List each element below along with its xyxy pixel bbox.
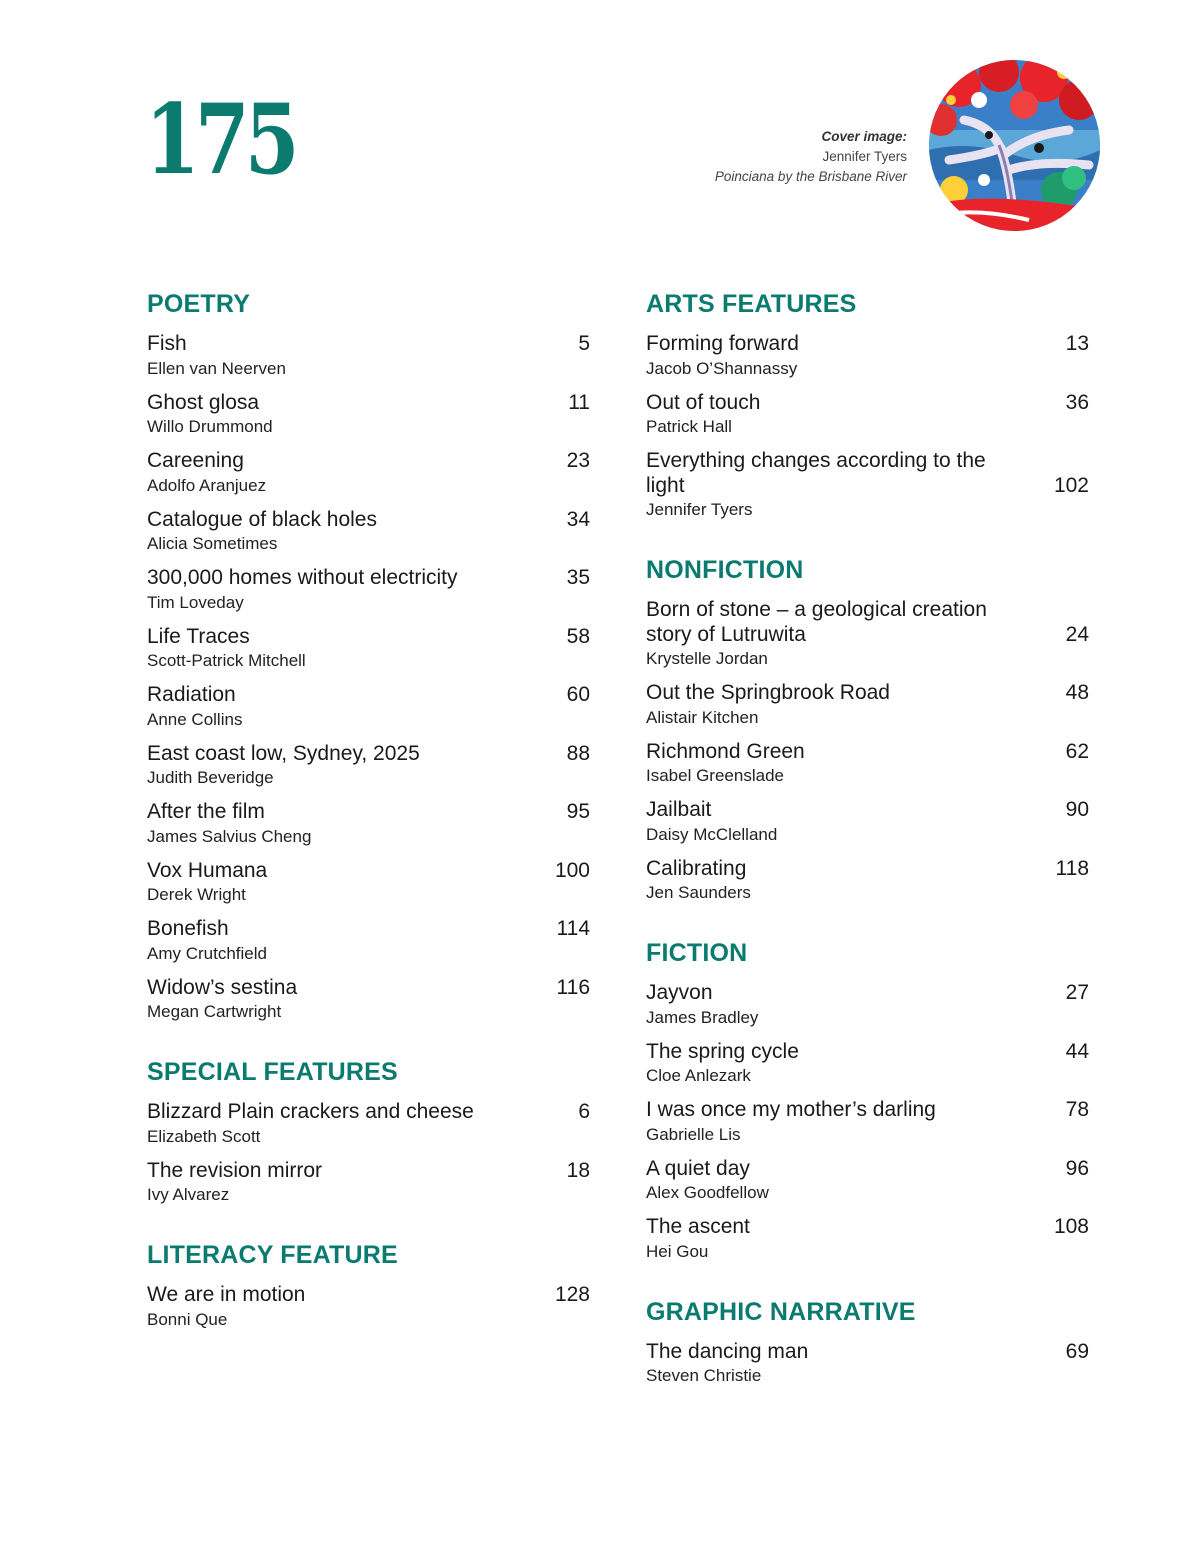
entry-author: Ellen van Neerven	[147, 358, 286, 378]
entry-title: Fish	[147, 332, 187, 355]
toc-entry[interactable]	[646, 332, 1089, 381]
entry-title: Out the Springbrook Road	[646, 681, 890, 704]
entry-author: Megan Cartwright	[147, 1002, 282, 1021]
entry-title: Everything changes according to the light	[646, 449, 986, 497]
entry-page-number: 34	[566, 507, 590, 531]
toc-entry[interactable]	[147, 1283, 590, 1332]
entry-author: Scott-Patrick Mitchell	[147, 651, 306, 670]
entry-title: Jayvon	[646, 981, 713, 1004]
entry-page-number: 116	[556, 975, 590, 999]
toc-entry[interactable]	[147, 566, 590, 615]
cover-label: Cover image:	[821, 129, 907, 144]
entry-author: Jennifer Tyers	[646, 500, 753, 519]
entry-page-number: 13	[1065, 332, 1089, 355]
entry-title: The spring cycle	[646, 1039, 799, 1063]
section	[147, 1054, 590, 1207]
entry-author: Adolfo Aranjuez	[147, 475, 267, 495]
entry-title: I was once my mother’s darling	[646, 1098, 936, 1121]
toc-entry[interactable]	[147, 625, 590, 674]
entry-title: The ascent	[646, 1215, 750, 1238]
section-title: SPECIAL FEATURES	[147, 1058, 398, 1086]
entry-page-number: 48	[1065, 681, 1089, 704]
entry-author: Jacob O’Shannassy	[646, 358, 798, 378]
contents-right-column	[646, 286, 1089, 1418]
entry-author: Willo Drummond	[147, 417, 273, 436]
entry-title: The dancing man	[646, 1339, 809, 1363]
entry-page-number: 5	[578, 332, 590, 355]
toc-entry[interactable]	[147, 917, 590, 966]
section-title: GRAPHIC NARRATIVE	[646, 1297, 916, 1326]
toc-entry[interactable]	[646, 1215, 1089, 1264]
section	[646, 1294, 1089, 1389]
toc-entry[interactable]	[147, 449, 590, 498]
section-title: NONFICTION	[646, 556, 804, 584]
entry-author: Bonni Que	[147, 1309, 228, 1329]
toc-entry[interactable]	[147, 508, 590, 557]
toc-entry[interactable]	[646, 598, 1089, 671]
toc-entry[interactable]	[646, 798, 1089, 847]
entry-author: Derek Wright	[147, 885, 246, 904]
entry-author: Tim Loveday	[147, 592, 244, 612]
entry-author: James Salvius Cheng	[147, 826, 312, 846]
entry-page-number: 11	[568, 390, 590, 414]
entry-page-number: 24	[1065, 622, 1089, 646]
entry-author: Judith Beveridge	[147, 768, 274, 787]
entry-title: The revision mirror	[147, 1158, 323, 1182]
toc-entry[interactable]	[646, 1340, 1089, 1389]
entry-page-number: 27	[1065, 981, 1089, 1004]
section-title: LITERACY FEATURE	[147, 1241, 398, 1269]
entry-title: Jailbait	[646, 798, 712, 821]
entry-page-number: 88	[566, 741, 590, 765]
toc-entry[interactable]	[646, 857, 1089, 906]
toc-entry[interactable]	[147, 1159, 590, 1208]
entry-author: Gabrielle Lis	[646, 1124, 741, 1144]
cover-painting	[929, 60, 1100, 231]
entry-author: Hei Gou	[646, 1241, 709, 1261]
entry-page-number: 69	[1065, 1339, 1089, 1363]
toc-entry[interactable]	[646, 449, 1089, 522]
section	[147, 286, 590, 1024]
entry-title: Richmond Green	[646, 739, 805, 763]
entry-title: Careening	[147, 449, 244, 472]
entry-page-number: 78	[1065, 1098, 1089, 1121]
toc-entry[interactable]	[147, 800, 590, 849]
cover-image	[929, 60, 1100, 231]
entry-page-number: 36	[1065, 390, 1089, 414]
entry-author: Alex Goodfellow	[646, 1183, 769, 1202]
toc-entry[interactable]	[646, 1157, 1089, 1206]
entry-title: Born of stone – a geological creation story of Lutruwita	[646, 598, 987, 646]
entry-author: Krystelle Jordan	[646, 649, 768, 668]
entry-page-number: 23	[566, 449, 590, 472]
entry-title: 300,000 homes without electricity	[147, 566, 458, 589]
entry-title: A quiet day	[646, 1156, 750, 1180]
entry-title: Bonefish	[147, 917, 229, 940]
toc-entry[interactable]	[646, 391, 1089, 440]
entry-page-number: 6	[578, 1100, 590, 1123]
toc-entry[interactable]	[147, 683, 590, 732]
section	[646, 286, 1089, 522]
entry-author: Patrick Hall	[646, 417, 732, 436]
entry-title: Widow’s sestina	[147, 975, 298, 999]
section-title: FICTION	[646, 939, 748, 967]
entry-page-number: 58	[566, 624, 590, 648]
entry-author: Alicia Sometimes	[147, 534, 278, 553]
entry-title: Forming forward	[646, 332, 799, 355]
entry-author: Daisy McClelland	[646, 824, 778, 844]
entry-page-number: 18	[566, 1158, 590, 1182]
entry-page-number: 60	[566, 683, 590, 706]
entry-title: Catalogue of black holes	[147, 507, 377, 531]
entry-title: Vox Humana	[147, 858, 268, 882]
entry-title: We are in motion	[147, 1283, 306, 1306]
entry-author: Amy Crutchfield	[147, 943, 267, 963]
entry-page-number: 44	[1065, 1039, 1089, 1063]
cover-artist: Jennifer Tyers	[822, 149, 907, 164]
entry-page-number: 100	[554, 858, 590, 882]
entry-author: Elizabeth Scott	[147, 1126, 261, 1146]
entry-page-number: 35	[566, 566, 590, 589]
entry-page-number: 108	[1053, 1215, 1089, 1238]
toc-entry[interactable]	[147, 859, 590, 908]
section-title: ARTS FEATURES	[646, 290, 857, 318]
entry-title: Out of touch	[646, 390, 761, 414]
toc-entry[interactable]	[147, 391, 590, 440]
entry-author: Alistair Kitchen	[646, 707, 759, 727]
entry-author: Anne Collins	[147, 709, 243, 729]
entry-page-number: 114	[556, 917, 590, 940]
toc-entry[interactable]	[646, 981, 1089, 1030]
cover-title: Poinciana by the Brisbane River	[714, 169, 907, 184]
entry-author: Isabel Greenslade	[646, 766, 784, 785]
entry-title: East coast low, Sydney, 2025	[147, 741, 420, 765]
section	[646, 935, 1089, 1264]
entry-title: Ghost glosa	[147, 390, 260, 414]
toc-entry[interactable]	[147, 332, 590, 381]
toc-entry[interactable]	[646, 681, 1089, 730]
entry-author: Steven Christie	[646, 1366, 762, 1385]
entry-title: Life Traces	[147, 624, 250, 648]
section	[646, 552, 1089, 905]
entry-author: Jen Saunders	[646, 883, 751, 902]
entry-page-number: 96	[1065, 1156, 1089, 1180]
toc-entry[interactable]	[646, 1098, 1089, 1147]
entry-page-number: 118	[1055, 856, 1089, 880]
entry-author: Cloe Anlezark	[646, 1066, 751, 1085]
toc-entry[interactable]	[147, 1100, 590, 1149]
entry-page-number: 128	[554, 1283, 590, 1306]
toc-entry[interactable]	[147, 742, 590, 791]
entry-author: James Bradley	[646, 1007, 759, 1027]
section	[147, 1237, 590, 1332]
entry-author: Ivy Alvarez	[147, 1185, 230, 1204]
entry-title: After the film	[147, 800, 265, 823]
entry-page-number: 102	[1053, 473, 1089, 497]
entry-title: Calibrating	[646, 856, 747, 880]
entry-page-number: 90	[1065, 798, 1089, 821]
entry-page-number: 62	[1065, 739, 1089, 763]
cover-credit	[715, 127, 907, 187]
contents-left-column	[147, 286, 590, 1362]
entry-title: Radiation	[147, 683, 236, 706]
issue-number: 175	[145, 83, 295, 196]
toc-entry[interactable]	[147, 976, 590, 1025]
section-title: POETRY	[147, 290, 251, 318]
toc-entry[interactable]	[646, 1040, 1089, 1089]
toc-entry[interactable]	[646, 740, 1089, 789]
entry-title: Blizzard Plain crackers and cheese	[147, 1100, 474, 1123]
entry-page-number: 95	[566, 800, 590, 823]
